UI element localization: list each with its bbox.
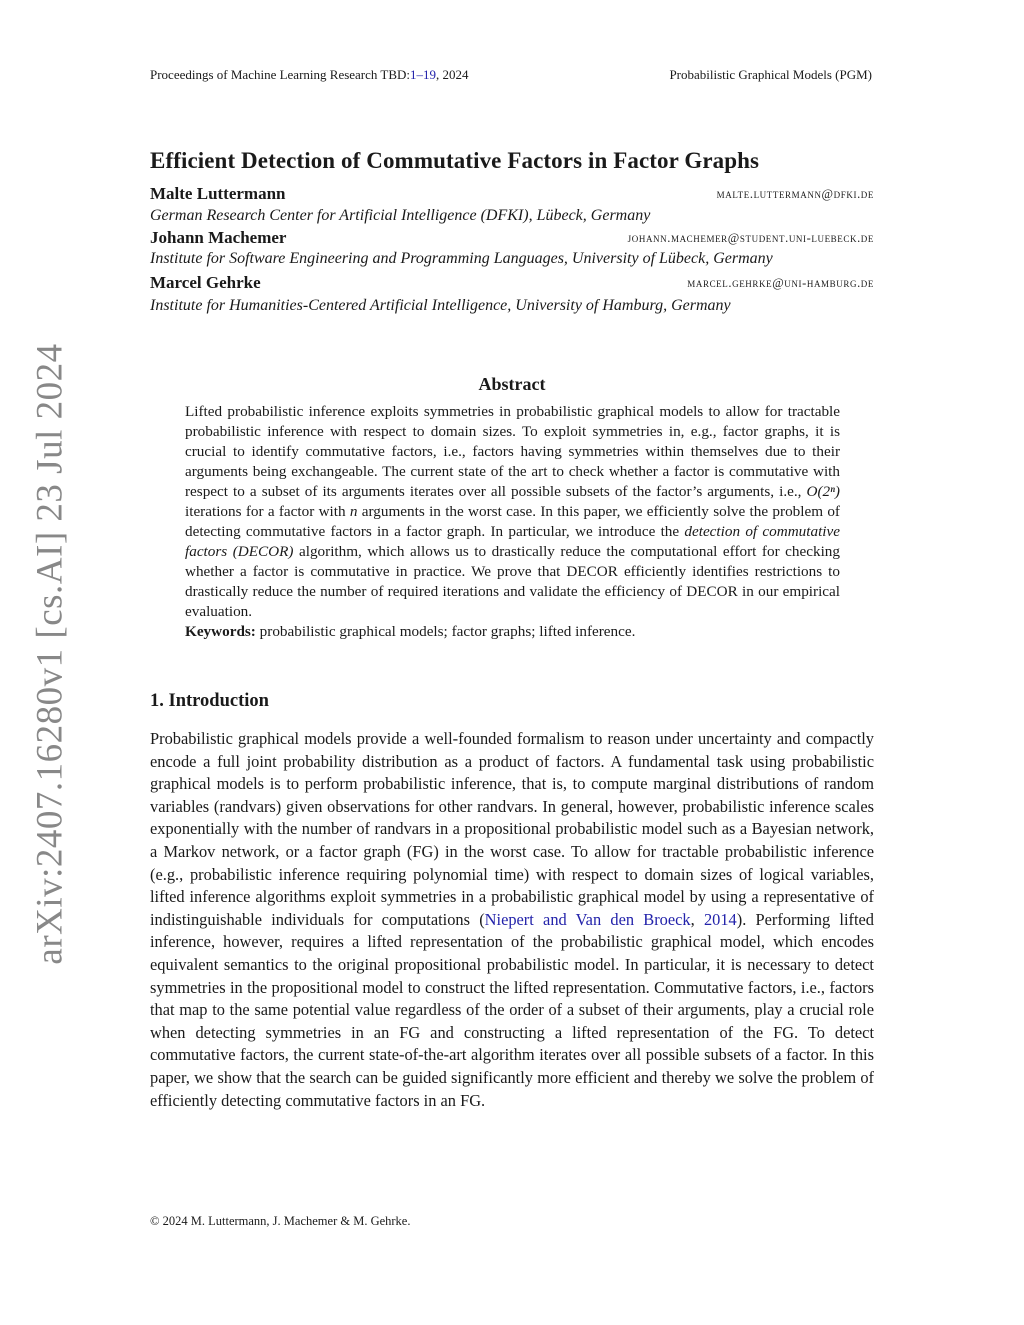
author-email-2: johann.machemer@student.uni-luebeck.de bbox=[627, 231, 874, 245]
intro-text-2: ). Performing lifted inference, however, requires a lifted representation of the probabilistic graphical model, which encodes equivalent semantics to the original propositional probabilistic model. In particular, it is necessary to detect symmetries in the propositional model to construct the lifted representation. Commutative factors, i.e., factors that map to the same potential value regardless of the order of a subset of their arguments, play a crucial role when detecting symmetries in an FG and constructing a lifted representation of the FG. To detect commutative factors, the current state-of-the-art algorithm iterates over all possible subsets of a factor. In this paper, we show that the search can be guided significantly more efficient and thereby we solve the problem of efficiently detecting commutative factors in an FG. bbox=[150, 909, 874, 1110]
author-name-2: Johann Machemer bbox=[150, 228, 287, 247]
abstract-text-2: iterations for a factor with bbox=[185, 503, 350, 520]
complexity-formula: O(2ⁿ) bbox=[806, 483, 840, 500]
author-email-3: marcel.gehrke@uni-hamburg.de bbox=[687, 276, 874, 290]
citation-link-year[interactable]: 2014 bbox=[703, 909, 737, 929]
arxiv-stamp bbox=[20, 343, 80, 965]
intro-text-1: Probabilistic graphical models provide a well-founded formalism to reason under uncertainty and compactly encode a full joint probability distribution as a product of factors. A fundamental task using probabilistic graphical models is to perform probabilistic inference, that is, to compute marginal distributions of random variables (randvars) given observations for other randvars. In general, however, probabilistic inference scales exponentially with the number of randvars in a propositional probabilistic model such as a Bayesian network, a Markov network, or a factor graph (FG) in the worst case. To allow for tractable probabilistic inference (e.g., probabilistic inference requiring polynomial time) with respect to domain sizes of logical variables, lifted inference algorithms exploit symmetries in a probabilistic graphical model by using a representative of indistinguishable individuals for computations ( bbox=[150, 729, 874, 929]
arxiv-stamp-text: arXiv:2407.16280v1 [cs.AI] 23 Jul 2024 bbox=[29, 343, 71, 965]
keywords-label: Keywords: bbox=[185, 623, 256, 640]
abstract-heading: Abstract bbox=[478, 374, 546, 394]
abstract-text-4: algorithm, which allows us to drastically reduce the computational effort for checking whether a factor is commutative in practice. We prove that DECOR efficiently identifies restrictions to drastically reduce the number of required iterations and validate the efficiency of DECOR in our empirical evaluation. bbox=[185, 543, 840, 620]
header-proceedings: Proceedings of Machine Learning Research TBD: bbox=[150, 67, 411, 82]
abstract-body bbox=[185, 402, 840, 642]
variable-n: n bbox=[349, 503, 358, 520]
header-pages-link[interactable]: 1–19 bbox=[410, 67, 437, 82]
introduction-paragraph bbox=[150, 728, 874, 1112]
author-affiliation-2: Institute for Software Engineering and Programming Languages, University of Lübeck, Germany bbox=[150, 250, 773, 267]
abstract-text-1: Lifted probabilistic inference exploits symmetries in probabilistic graphical models to allow for tractable probabilistic inference with respect to domain sizes. To exploit symmetries in, e.g., factor graphs, it is crucial to identify commutative factors, i.e., factors having symmetries within themselves due to their arguments being exchangeable. The current state of the art to check whether a factor is commutative with respect to a subset of its arguments iterates over all possible subsets of the factor’s arguments, i.e., bbox=[185, 403, 840, 500]
header-year: , 2024 bbox=[436, 67, 469, 82]
keywords-list: probabilistic graphical models; factor graphs; lifted inference. bbox=[255, 623, 636, 640]
abstract-text-3: arguments in the worst case. In this paper, we efficiently solve the problem of detecting commutative factors in a factor graph. In particular, we introduce the bbox=[185, 503, 840, 540]
section-heading-introduction: 1. Introduction bbox=[150, 691, 269, 711]
author-affiliation-3: Institute for Humanities-Centered Artificial Intelligence, University of Hamburg, Germany bbox=[150, 297, 731, 314]
abstract-paragraph bbox=[185, 402, 840, 622]
author-affiliation-1: German Research Center for Artificial Intelligence (DFKI), Lübeck, Germany bbox=[150, 207, 651, 224]
running-header-right: Probabilistic Graphical Models (PGM) bbox=[669, 67, 872, 82]
citation-separator: , bbox=[690, 909, 704, 929]
algorithm-name: detection of commutative factors (DECOR) bbox=[185, 523, 840, 560]
copyright-notice: © 2024 M. Luttermann, J. Machemer & M. Gehrke. bbox=[150, 1214, 411, 1228]
paper-title: Efficient Detection of Commutative Factors in Factor Graphs bbox=[150, 148, 760, 173]
running-header-left bbox=[150, 67, 469, 83]
author-name-1: Malte Luttermann bbox=[150, 184, 286, 203]
citation-link-authors[interactable]: Niepert and Van den Broeck bbox=[484, 909, 691, 929]
introduction-body bbox=[150, 728, 874, 1112]
keywords-line bbox=[185, 622, 840, 642]
author-name-3: Marcel Gehrke bbox=[150, 273, 261, 292]
author-email-1: malte.luttermann@dfki.de bbox=[716, 187, 874, 201]
